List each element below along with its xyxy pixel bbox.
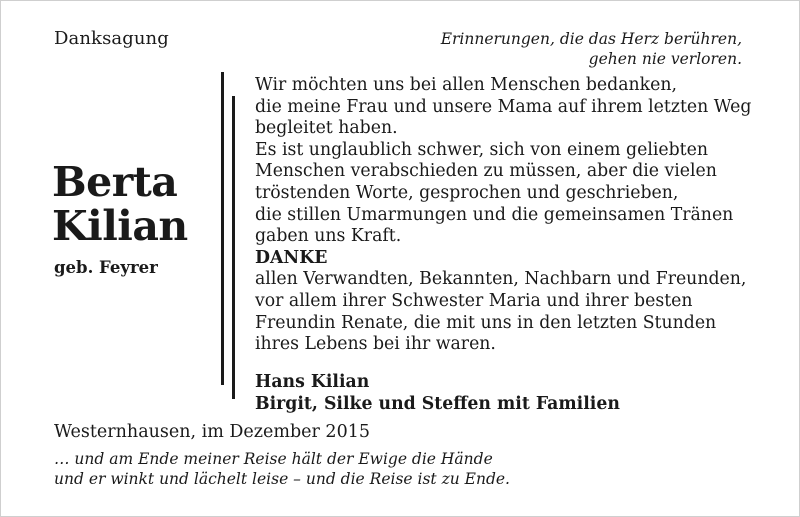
motto-line: gehen nie verloren. — [588, 50, 742, 68]
text-line: vor allem ihrer Schwester Maria und ihrer besten — [255, 290, 693, 311]
place-date: Westernhausen, im Dezember 2015 — [54, 422, 370, 442]
closing-line: … und am Ende meiner Reise hält der Ewige die Hände — [54, 450, 493, 468]
text-line: die stillen Umarmungen und die gemeinsamen Tränen — [255, 204, 734, 225]
text-line: gaben uns Kraft. — [255, 226, 402, 247]
divider-bar-left — [221, 72, 224, 385]
divider-bar-right — [232, 96, 235, 399]
text-line: Wir möchten uns bei allen Menschen bedanken, — [255, 75, 677, 95]
deceased-name — [52, 160, 188, 248]
first-name: Berta — [52, 158, 178, 206]
text-line: die meine Frau und unsere Mama auf ihrem letzten Weg — [255, 96, 752, 117]
last-name: Kilian — [52, 202, 188, 250]
maiden-name: geb. Feyrer — [54, 258, 158, 277]
text-line: Menschen verabschieden zu müssen, aber die vielen — [255, 161, 717, 182]
text-line: ihres Lebens bei ihr waren. — [255, 334, 496, 355]
text-line: allen Verwandten, Bekannten, Nachbarn und Freunden, — [255, 269, 747, 290]
signature-line: Hans Kilian — [255, 372, 370, 392]
text-line: Es ist unglaublich schwer, sich von einem geliebten — [255, 139, 708, 160]
closing-verse — [54, 449, 510, 489]
text-line: begleitet haben. — [255, 118, 398, 139]
thanks-heading: DANKE — [255, 247, 328, 268]
signature-line: Birgit, Silke und Steffen mit Familien — [255, 394, 620, 414]
signature-block — [255, 371, 620, 415]
closing-line: und er winkt und lächelt leise – und die Reise ist zu Ende. — [54, 470, 510, 488]
thank-you-text — [255, 75, 775, 356]
notice-heading: Danksagung — [54, 28, 169, 49]
motto-line: Erinnerungen, die das Herz berühren, — [440, 30, 742, 48]
text-line: Freundin Renate, die mit uns in den letzten Stunden — [255, 312, 717, 333]
motto-quote — [430, 29, 742, 69]
text-line: tröstenden Worte, gesprochen und geschrieben, — [255, 182, 679, 203]
